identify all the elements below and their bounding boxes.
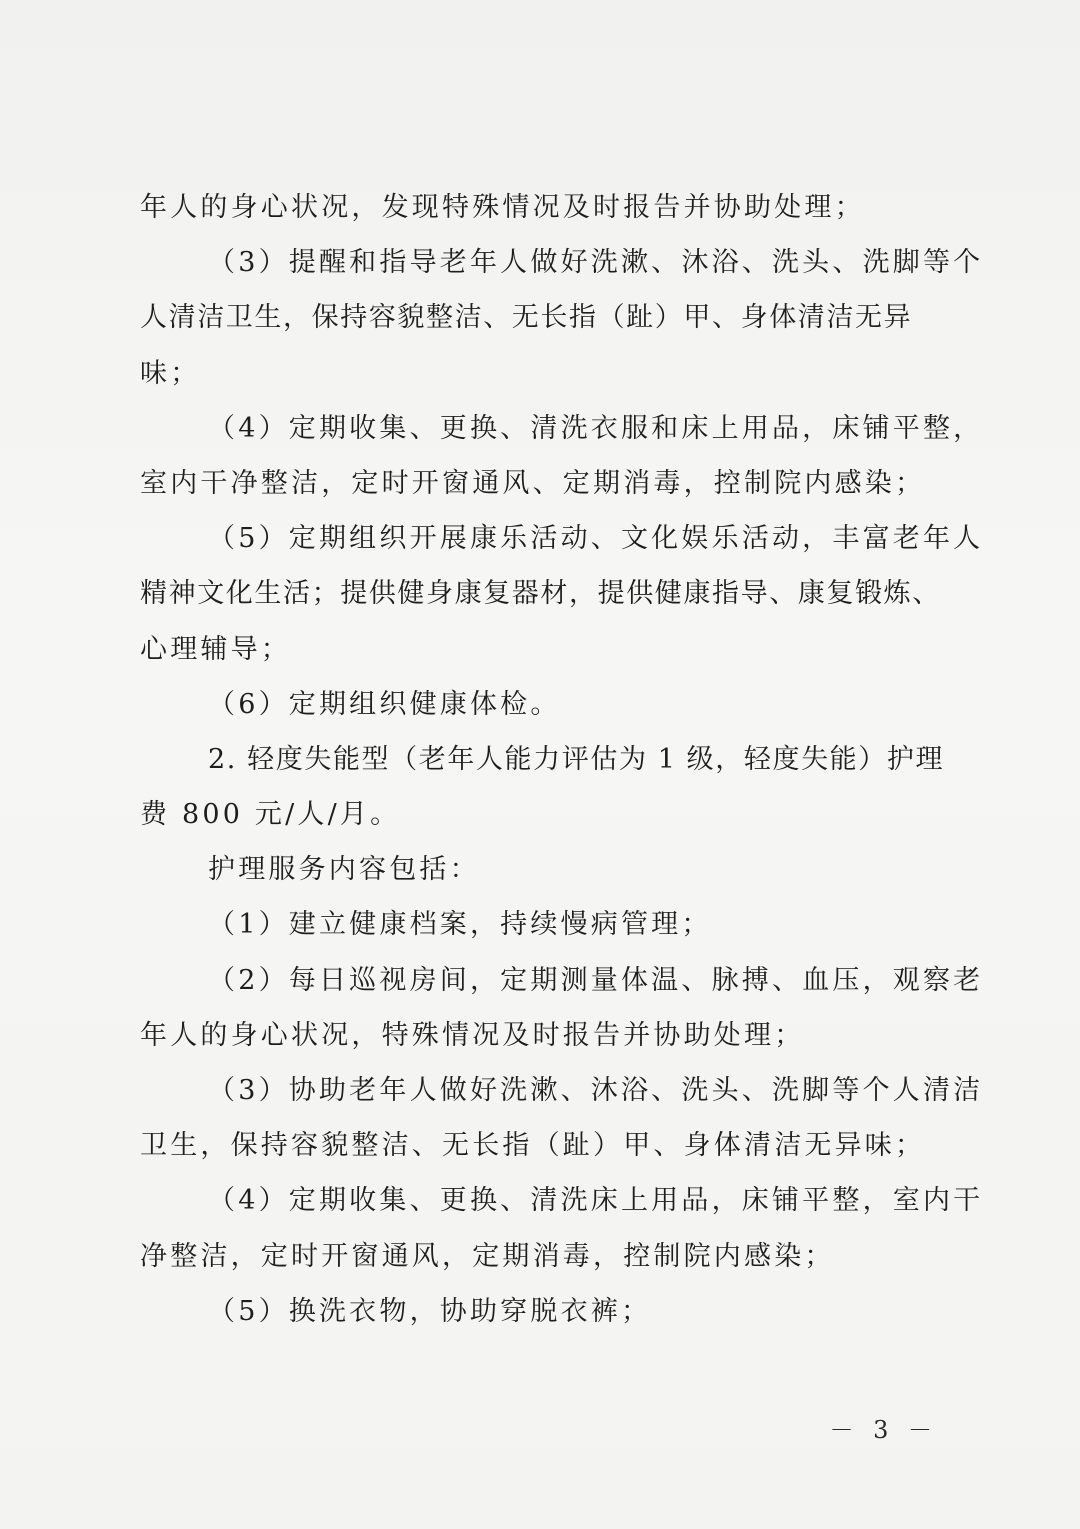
text-line: （3）协助老年人做好洗漱、沐浴、洗头、洗脚等个人清洁	[208, 1075, 984, 1106]
text-line: 精神文化生活；提供健身康复器材，提供健康指导、康复锻炼、	[140, 578, 941, 610]
text-line: （6）定期组织健康体检。	[208, 688, 561, 720]
text-line: 净整洁，定时开窗通风，定期消毒，控制院内感染；	[140, 1240, 835, 1272]
text-line: （5）换洗衣物，协助穿脱衣裤；	[208, 1295, 652, 1327]
text-line: 年人的身心状况，特殊情况及时报告并协助处理；	[140, 1019, 805, 1051]
document-body	[140, 180, 984, 1339]
text-line: 室内干净整洁，定时开窗通风、定期消毒，控制院内感染；	[140, 467, 926, 499]
text-line: 护理服务内容包括：	[208, 854, 480, 886]
text-line: 年人的身心状况，发现特殊情况及时报告并协助处理；	[140, 192, 865, 223]
text-line: （3）提醒和指导老年人做好洗漱、沐浴、洗头、洗脚等个	[208, 247, 984, 279]
text-line: （1）建立健康档案，持续慢病管理；	[208, 909, 712, 941]
text-line: 卫生，保持容貌整洁、无长指（趾）甲、身体清洁无异味；	[140, 1130, 926, 1162]
text-line: （5）定期组织开展康乐活动、文化娱乐活动，丰富老年人	[208, 523, 984, 555]
text-line: 味；	[140, 357, 201, 389]
text-line: （2）每日巡视房间，定期测量体温、脉搏、血压，观察老	[208, 964, 984, 996]
text-line: （4）定期收集、更换、清洗衣服和床上用品，床铺平整，	[208, 412, 984, 444]
page-number: － 3 －	[829, 1416, 938, 1444]
text-line: 费 800 元/人/月。	[140, 799, 401, 831]
text-line: （4）定期收集、更换、清洗床上用品，床铺平整，室内干	[208, 1185, 984, 1217]
text-line: 人清洁卫生，保持容貌整洁、无长指（趾）甲、身体清洁无异	[140, 302, 913, 334]
text-line: 心理辅导；	[140, 633, 291, 665]
text-line: 2. 轻度失能型（老年人能力评估为 1 级，轻度失能）护理	[208, 743, 945, 775]
